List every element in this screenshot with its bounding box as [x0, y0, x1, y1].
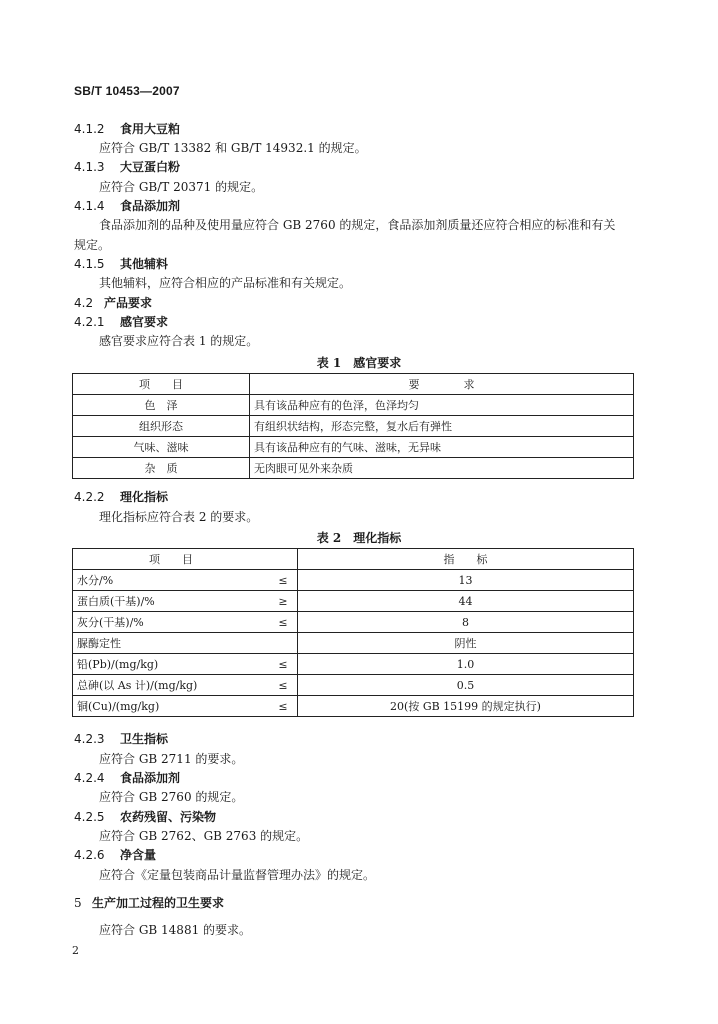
clause-heading-4-2-2: 4.2.2 理化指标 — [74, 490, 169, 504]
physicochemical-indicators-table — [72, 548, 634, 717]
table-cell-symbol: ≤ — [269, 612, 298, 633]
sensory-requirements-table — [72, 373, 634, 479]
table-row — [73, 675, 634, 696]
table1-caption: 表 1 感官要求 — [316, 356, 402, 370]
clause-heading-4-2-5: 4.2.5 农药残留、污染物 — [74, 810, 217, 824]
clause-heading-4-2-4: 4.2.4 食品添加剂 — [74, 771, 181, 785]
clause-heading-4-2: 4.2 产品要求 — [74, 296, 153, 310]
clause-heading-4-2-1: 4.2.1 感官要求 — [74, 315, 169, 329]
clause-body-4-2-3: 应符合 GB 2711 的要求。 — [99, 752, 244, 766]
standard-code: SB/T 10453—2007 — [74, 84, 180, 98]
table-cell: 8 — [298, 612, 634, 633]
clause-body-4-2-5: 应符合 GB 2762、GB 2763 的规定。 — [99, 829, 309, 843]
table-cell-symbol: ≤ — [269, 570, 298, 591]
table-cell: 灰分(干基)/% — [73, 612, 270, 633]
clause-body-4-2-1: 感官要求应符合表 1 的规定。 — [99, 334, 259, 348]
clause-body-4-1-4: 食品添加剂的品种及使用量应符合 GB 2760 的规定，食品添加剂质量还应符合相应的标准和有关 — [99, 218, 616, 232]
table-row — [73, 612, 634, 633]
table-cell: 蛋白质(干基)/% — [73, 591, 270, 612]
table-cell-symbol — [269, 633, 298, 654]
table-cell: 无肉眼可见外来杂质 — [250, 458, 634, 479]
table-cell: 色 泽 — [73, 395, 250, 416]
table-cell: 44 — [298, 591, 634, 612]
table-cell: 阴性 — [298, 633, 634, 654]
table-header-row — [73, 374, 634, 395]
table-cell-symbol: ≥ — [269, 591, 298, 612]
table-cell: 铅(Pb)/(mg/kg) — [73, 654, 270, 675]
table-cell: 1.0 — [298, 654, 634, 675]
table-header-spacer — [269, 549, 298, 570]
table-header-cell: 项 目 — [73, 549, 270, 570]
table-header-cell: 要 求 — [250, 374, 634, 395]
table-cell-symbol: ≤ — [269, 675, 298, 696]
table-cell-symbol: ≤ — [269, 654, 298, 675]
table-cell: 气味、滋味 — [73, 437, 250, 458]
table-cell: 总砷(以 As 计)/(mg/kg) — [73, 675, 270, 696]
table-row — [73, 458, 634, 479]
table-row — [73, 696, 634, 717]
clause-heading-4-1-5: 4.1.5 其他辅料 — [74, 257, 169, 271]
clause-heading-4-1-2: 4.1.2 食用大豆粕 — [74, 122, 181, 136]
table-row — [73, 437, 634, 458]
clause-body-4-1-3: 应符合 GB/T 20371 的规定。 — [99, 180, 264, 194]
clause-body-4-1-5: 其他辅料，应符合相应的产品标准和有关规定。 — [99, 276, 352, 290]
table-cell: 具有该品种应有的色泽，色泽均匀 — [250, 395, 634, 416]
table-row — [73, 591, 634, 612]
table-row — [73, 416, 634, 437]
table-cell: 杂 质 — [73, 458, 250, 479]
table-cell: 有组织状结构，形态完整，复水后有弹性 — [250, 416, 634, 437]
clause-heading-4-1-4: 4.1.4 食品添加剂 — [74, 199, 181, 213]
table-row — [73, 654, 634, 675]
table-header-cell: 项 目 — [73, 374, 250, 395]
table-cell: 0.5 — [298, 675, 634, 696]
clause-body-4-2-6: 应符合《定量包装商品计量监督管理办法》的规定。 — [99, 868, 376, 882]
page-number: 2 — [72, 944, 79, 957]
table-cell-symbol: ≤ — [269, 696, 298, 717]
table-header-cell: 指 标 — [298, 549, 634, 570]
table-cell: 具有该品种应有的气味、滋味，无异味 — [250, 437, 634, 458]
table-row — [73, 570, 634, 591]
table-row — [73, 633, 634, 654]
table-cell: 脲酶定性 — [73, 633, 270, 654]
section-heading-5: 5 生产加工过程的卫生要求 — [74, 896, 225, 910]
table-row — [73, 395, 634, 416]
table-cell: 20(按 GB 15199 的规定执行) — [298, 696, 634, 717]
clause-heading-4-2-3: 4.2.3 卫生指标 — [74, 732, 169, 746]
clause-heading-4-1-3: 4.1.3 大豆蛋白粉 — [74, 160, 181, 174]
clause-body-4-2-2: 理化指标应符合表 2 的要求。 — [99, 510, 259, 524]
clause-body-4-1-4-cont: 规定。 — [74, 238, 111, 252]
table-cell: 13 — [298, 570, 634, 591]
clause-heading-4-2-6: 4.2.6 净含量 — [74, 848, 157, 862]
table-header-row — [73, 549, 634, 570]
table-cell: 水分/% — [73, 570, 270, 591]
table2-caption: 表 2 理化指标 — [316, 531, 402, 545]
table-cell: 组织形态 — [73, 416, 250, 437]
clause-body-4-1-2: 应符合 GB/T 13382 和 GB/T 14932.1 的规定。 — [99, 141, 367, 155]
table-cell: 铜(Cu)/(mg/kg) — [73, 696, 270, 717]
clause-body-4-2-4: 应符合 GB 2760 的规定。 — [99, 790, 244, 804]
section-body-5: 应符合 GB 14881 的要求。 — [99, 923, 252, 937]
